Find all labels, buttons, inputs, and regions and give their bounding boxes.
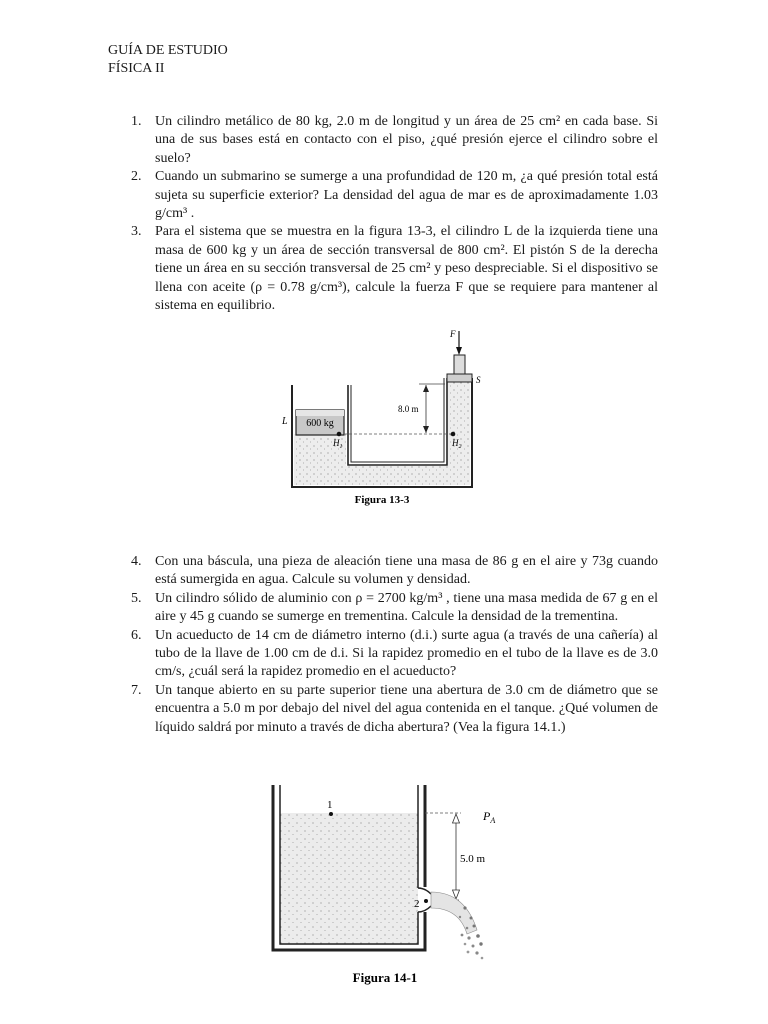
point-2	[424, 899, 428, 903]
problem-number: 1.	[131, 114, 142, 129]
header-subject: FÍSICA II	[108, 61, 165, 76]
height-label: 8.0 m	[398, 404, 419, 414]
point-1	[329, 812, 333, 816]
problem-item	[131, 627, 658, 682]
problem-item	[131, 223, 658, 315]
point-H1	[337, 432, 342, 437]
label-1: 1	[327, 799, 333, 811]
figure-14-1	[255, 780, 525, 992]
problem-number: 2.	[131, 169, 142, 185]
label-S: S	[476, 375, 481, 385]
problem-number: 5.	[131, 590, 142, 606]
label-PA: $P_A$	[483, 809, 496, 825]
tank-water	[280, 813, 418, 945]
figure-13-3	[270, 325, 500, 510]
problem-number: 7.	[131, 682, 142, 698]
problem-item	[131, 168, 658, 223]
problem-list-part-1	[131, 113, 658, 315]
problem-text: Un cilindro metálico de 80 kg, 2.0 m de longitud y un área de 25 cm² en cada base. Si una de sus bases está en contacto con el piso, ¿qué presión ejerce el cilindro sobre el suelo?	[155, 114, 658, 166]
problem-item	[131, 553, 658, 590]
figure-14-1-caption: Figura 14-1	[352, 970, 418, 985]
problem-text: Un cilindro sólido de aluminio con ρ = 2700 kg/m³ , tiene una masa medida de 67 g en el aire y 45 g cuando se sumerge en trementina. Calcule la densidad de la trementina.	[155, 590, 658, 625]
problem-text: Un tanque abierto en su parte superior tiene una abertura de 3.0 cm de diámetro que se encuentra a 5.0 m por debajo del nivel del agua contenida en el tanque. ¿Qué volumen de líquido saldrá por minuto a través de dicha abertura? (Vea la figura 14.1.)	[155, 682, 658, 735]
height-label: 5.0 m	[460, 853, 486, 865]
mass-label: 600 kg	[306, 418, 334, 429]
problem-text: Con una báscula, una pieza de aleación tiene una masa de 86 g en el aire y 73g cuando está sumergida en agua. Calcule su volumen y densidad.	[155, 554, 658, 588]
label-F: F	[450, 329, 456, 339]
problem-number: 3.	[131, 224, 142, 240]
problem-list-part-2	[131, 553, 658, 737]
label-H1: $H_1$	[333, 438, 343, 450]
problem-text: Un acueducto de 14 cm de diámetro interno (d.i.) surte agua (a través de una cañería) al tubo de la llave de 1.00 cm de d.i. Si la rapidez promedio en el tubo de la llave es de 3.0 cm/s, ¿cuál será la rapidez promedio en el acueducto?	[155, 627, 658, 680]
label-L: L	[282, 416, 288, 427]
document-header	[108, 42, 228, 78]
problem-item	[131, 590, 658, 627]
point-H2	[451, 432, 456, 437]
problem-item	[131, 682, 658, 737]
problem-number: 4.	[131, 554, 142, 569]
header-title: GUÍA DE ESTUDIO	[108, 43, 228, 58]
water-jet	[431, 892, 483, 959]
problem-item	[131, 113, 658, 168]
piston-S	[447, 374, 472, 382]
problem-text: Para el sistema que se muestra en la figura 13-3, el cilindro L de la izquierda tiene una masa de 600 kg y un área de sección transversal de 800 cm². El pistón S de la derecha tiene un área en su sección transversal de 25 cm² y peso despreciable. Si el dispositivo se llena con aceite (ρ = 0.78 g/cm³), calcule la fuerza F que se requiere para mantener al sistema en equilibrio.	[155, 224, 658, 314]
label-H2: $H_2$	[452, 438, 462, 450]
problem-number: 6.	[131, 627, 142, 643]
label-2: 2	[414, 898, 420, 910]
figure-13-3-caption: Figura 13-3	[354, 494, 410, 506]
problem-text: Cuando un submarino se sumerge a una profundidad de 120 m, ¿a qué presión total está sujeta su superficie exterior? La densidad del agua de mar es de aproximadamente 1.03 g/cm³ .	[155, 169, 658, 222]
